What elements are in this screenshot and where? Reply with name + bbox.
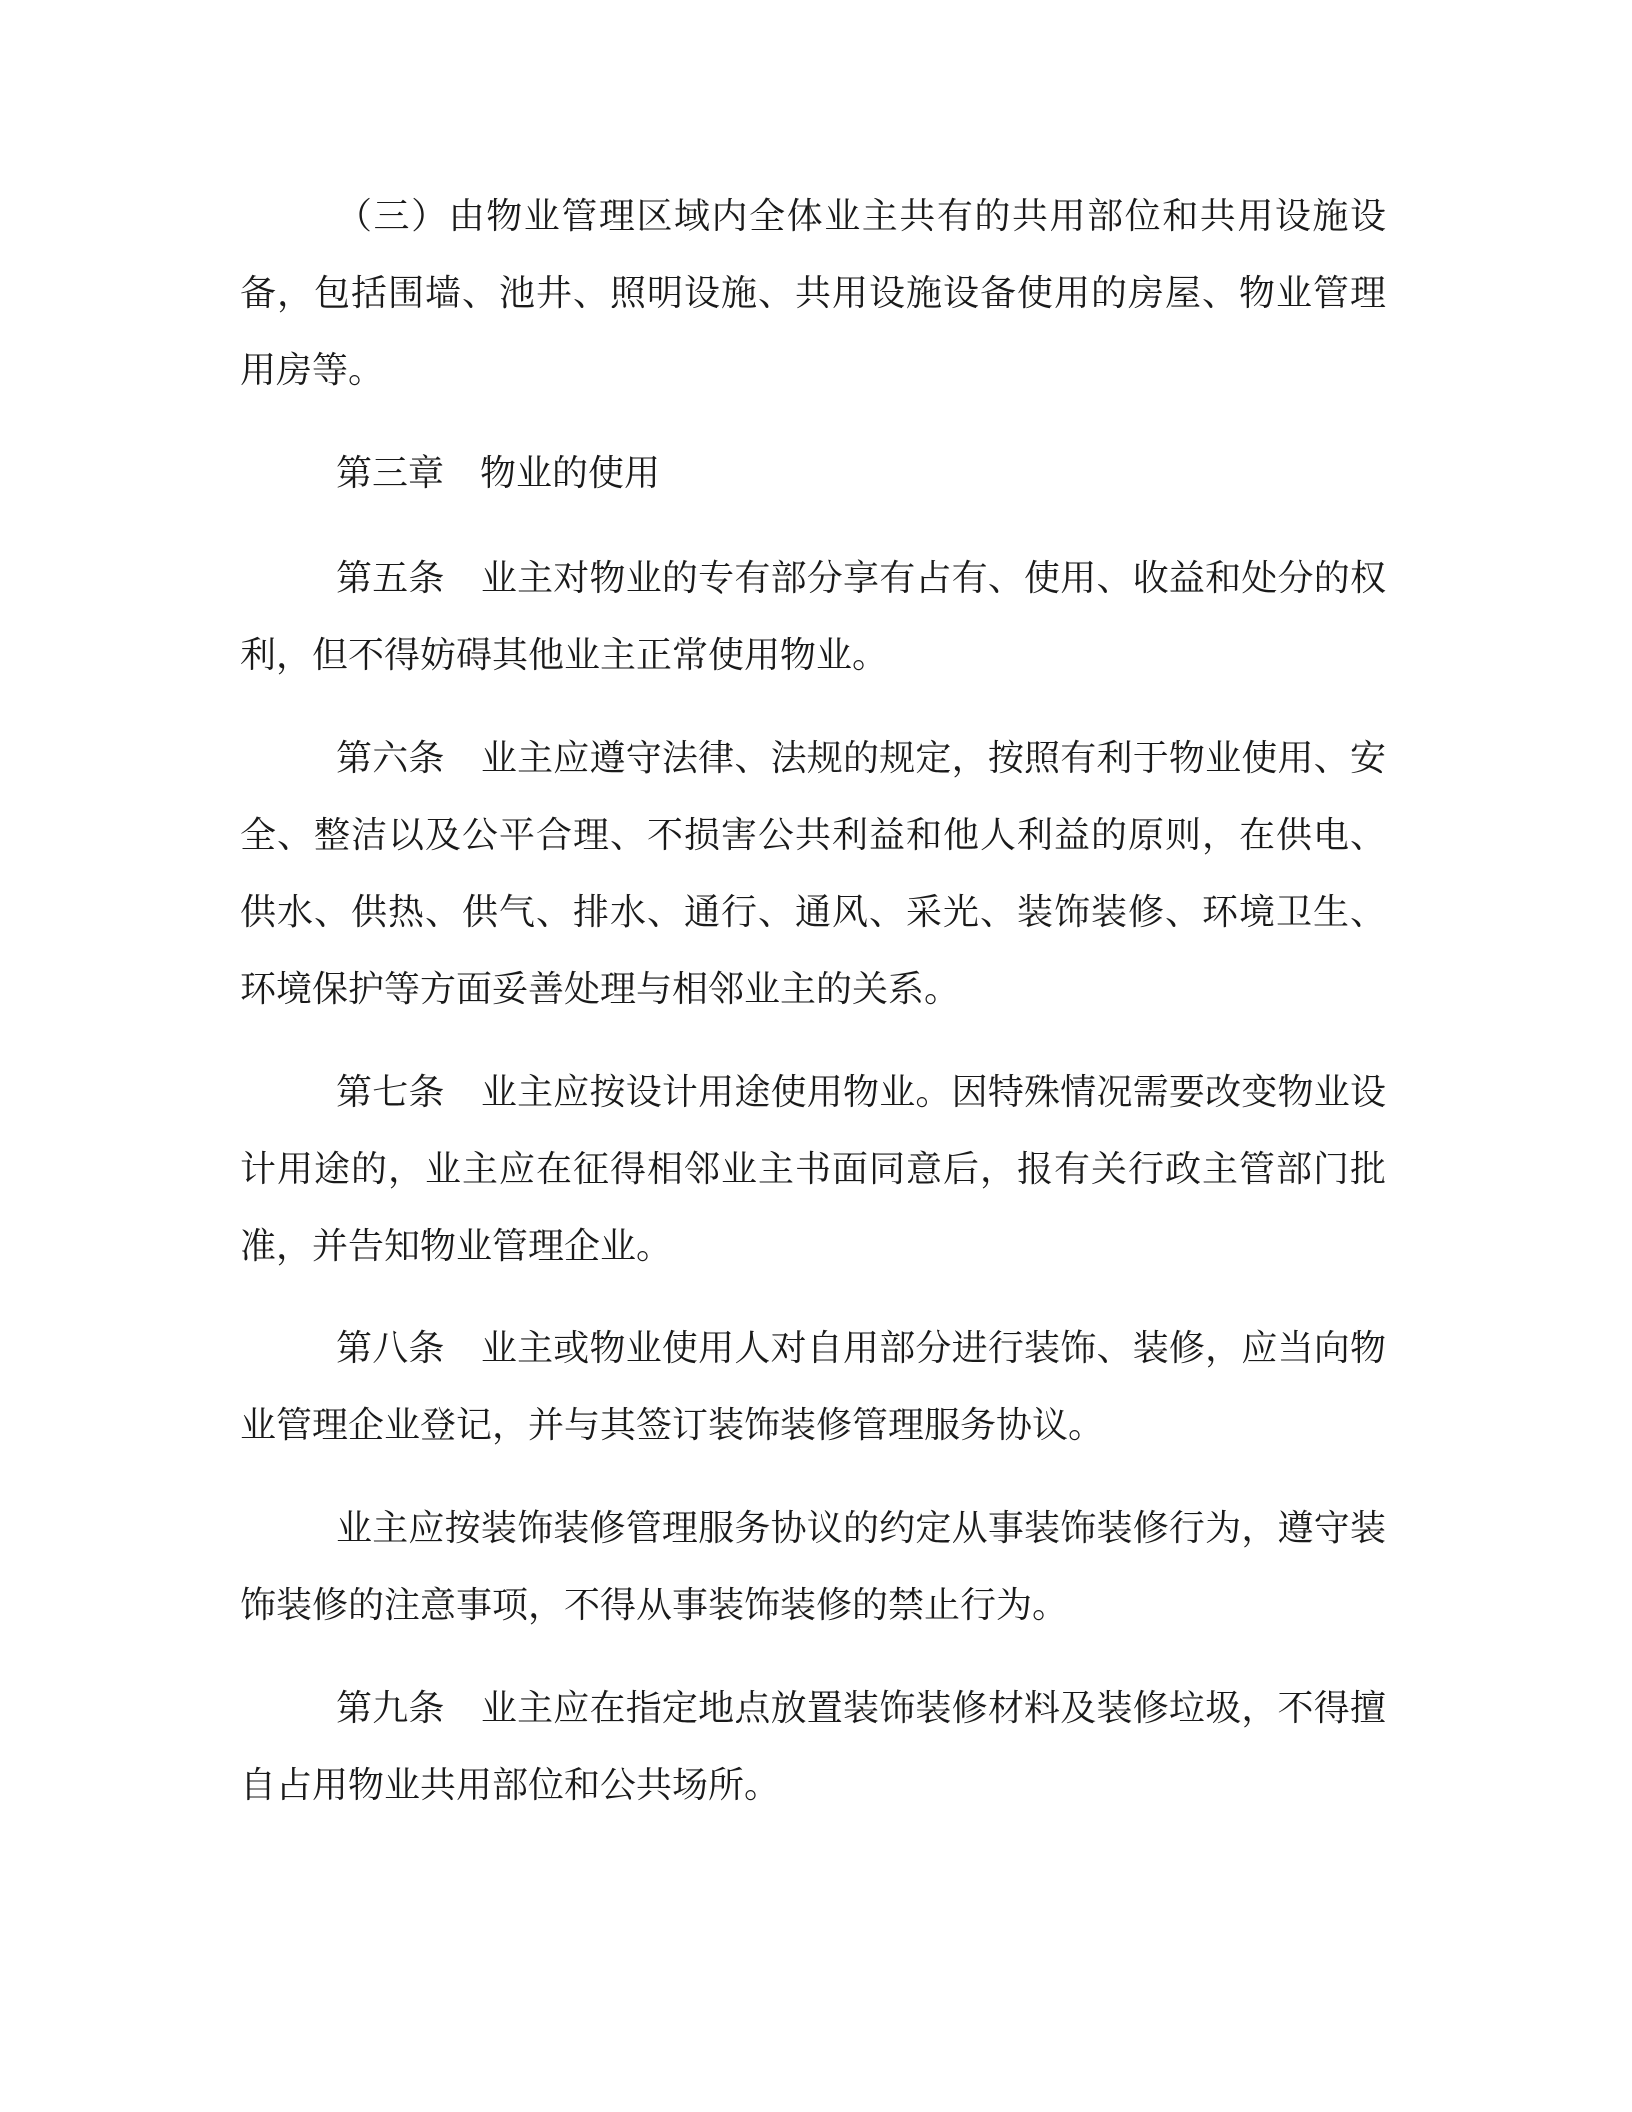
paragraph-common-facilities: （三）由物业管理区域内全体业主共有的共用部位和共用设施设备，包括围墙、池井、照明设施、共用设施设备使用的房屋、物业管理用房等。 (240, 196, 1386, 391)
article-nine: 第九条 业主应在指定地点放置装饰装修材料及装修垃圾，不得擅自占用物业共用部位和公共场所。 (240, 1688, 1386, 1806)
article-seven: 第七条 业主应按设计用途使用物业。因特殊情况需要改变物业设计用途的，业主应在征得相邻业主书面同意后，报有关行政主管部门批准，并告知物业管理企业。 (240, 1072, 1386, 1267)
article-five: 第五条 业主对物业的专有部分享有占有、使用、收益和处分的权利，但不得妨碍其他业主正常使用物业。 (240, 558, 1386, 676)
chapter-three-heading: 第三章 物业的使用 (336, 453, 661, 494)
article-eight-continued: 业主应按装饰装修管理服务协议的约定从事装饰装修行为，遵守装饰装修的注意事项，不得从事装饰装修的禁止行为。 (240, 1508, 1386, 1626)
article-six: 第六条 业主应遵守法律、法规的规定，按照有利于物业使用、安全、整洁以及公平合理、不损害公共利益和他人利益的原则，在供电、供水、供热、供气、排水、通行、通风、采光、装饰装修、环境卫生、环境保护等方面妥善处理与相邻业主的关系。 (240, 738, 1386, 1010)
article-eight: 第八条 业主或物业使用人对自用部分进行装饰、装修，应当向物业管理企业登记，并与其签订装饰装修管理服务协议。 (240, 1328, 1386, 1446)
